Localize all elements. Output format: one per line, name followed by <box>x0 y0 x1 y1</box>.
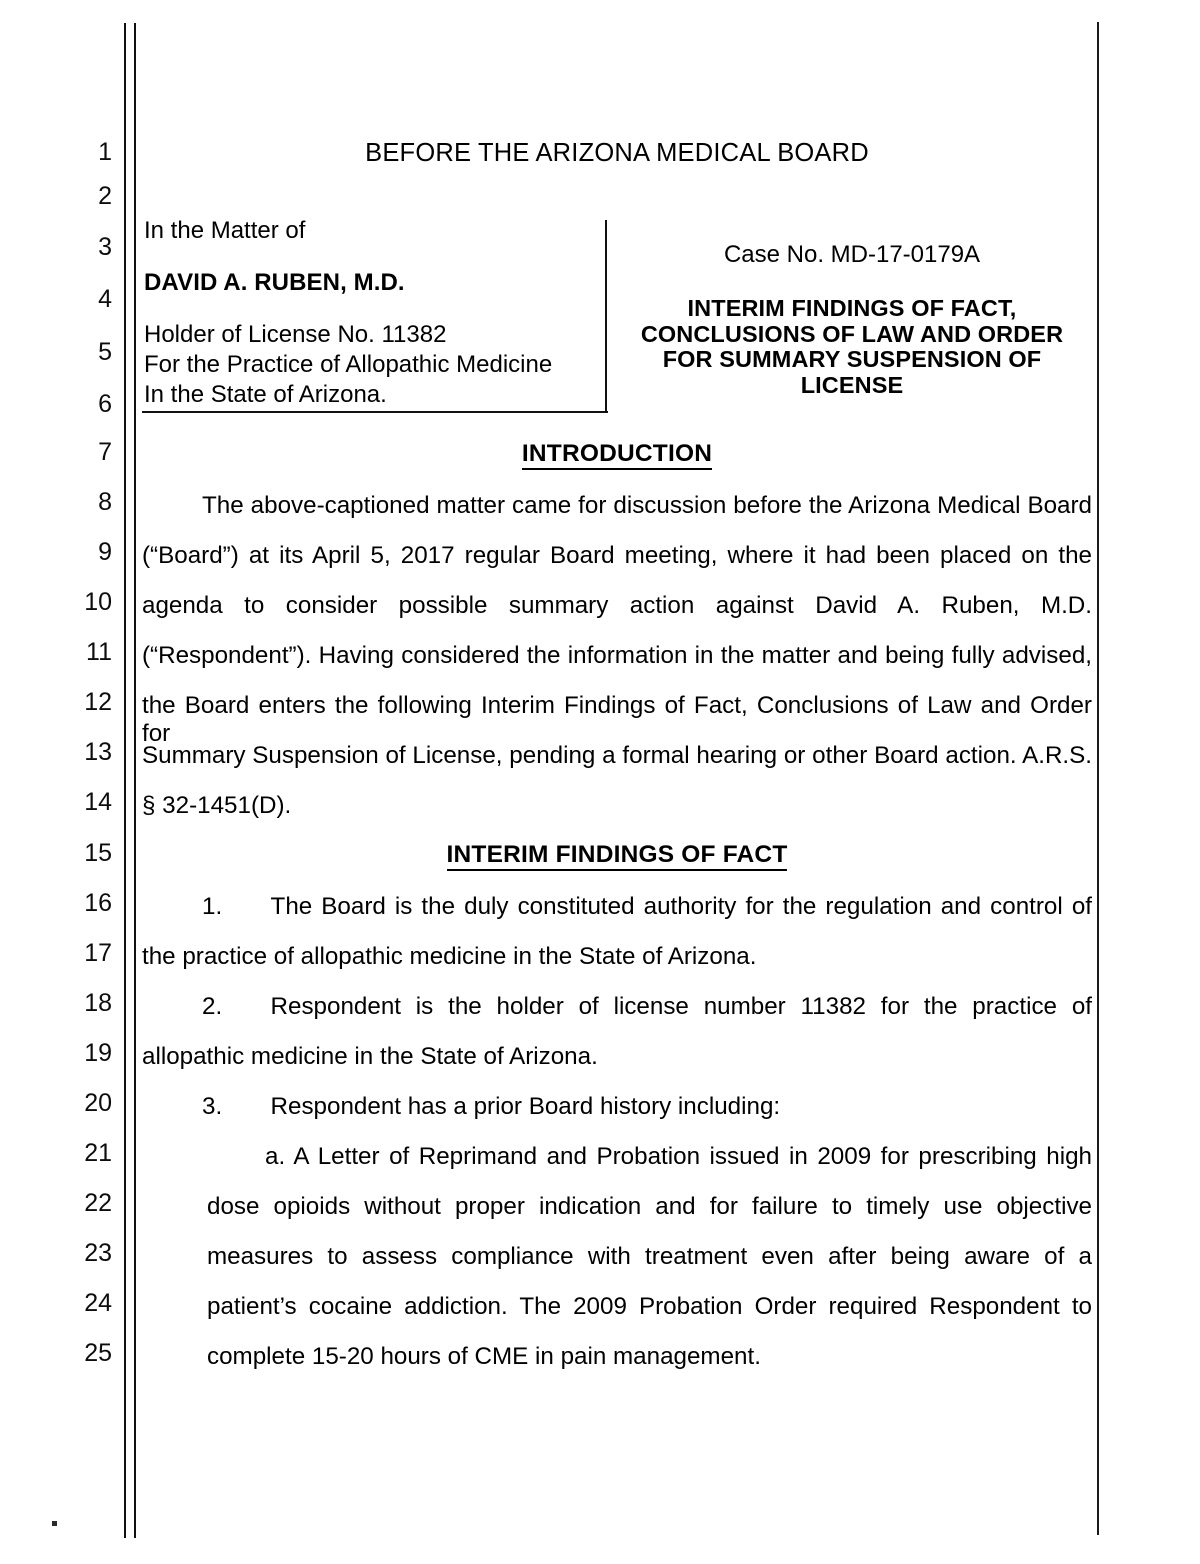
line-number: 4 <box>98 285 112 313</box>
paragraph-line: Summary Suspension of License, pending a formal hearing or other Board action. A.R.S. <box>142 742 1092 769</box>
subfinding-line: measures to assess compliance with treatment even after being aware of a <box>207 1243 1092 1270</box>
heading-interim-findings-of-fact <box>142 841 1092 869</box>
line-number: 2 <box>98 182 112 210</box>
line-number: 6 <box>98 390 112 418</box>
line-number: 11 <box>86 638 112 666</box>
caption-order-title-line: FOR SUMMARY SUSPENSION OF <box>662 346 1042 372</box>
finding-line: the practice of allopathic medicine in the State of Arizona. <box>142 943 757 970</box>
line-number-column <box>0 0 112 1564</box>
line-number: 8 <box>98 488 112 516</box>
line-number: 24 <box>84 1289 112 1317</box>
caption-order-title-line: INTERIM FINDINGS OF FACT, <box>687 295 1017 321</box>
line-number: 18 <box>84 989 112 1017</box>
line-number: 15 <box>84 839 112 867</box>
subfinding-line: a. A Letter of Reprimand and Probation issued in 2009 for prescribing high <box>265 1143 1092 1170</box>
caption-party-block <box>144 216 599 410</box>
caption-case-block <box>612 240 1092 398</box>
line-number: 12 <box>84 688 112 716</box>
left-margin-rule-outer <box>124 23 126 1538</box>
caption-state-line: In the State of Arizona. <box>144 381 387 408</box>
line-number: 5 <box>98 338 112 366</box>
paragraph-line: (“Respondent”). Having considered the information in the matter and being fully advised, <box>142 642 1092 669</box>
line-number: 13 <box>84 738 112 766</box>
line-number: 22 <box>84 1189 112 1217</box>
caption-spacer <box>144 246 599 268</box>
line-number: 23 <box>84 1239 112 1267</box>
court-header: BEFORE THE ARIZONA MEDICAL BOARD <box>365 139 869 167</box>
finding-line: 1. The Board is the duly constituted authority for the regulation and control of <box>202 893 1092 920</box>
subfinding-line: complete 15-20 hours of CME in pain management. <box>207 1343 761 1370</box>
line-number: 19 <box>84 1039 112 1067</box>
line-number: 17 <box>84 939 112 967</box>
paragraph-line: § 32-1451(D). <box>142 792 292 819</box>
line-number: 20 <box>84 1089 112 1117</box>
caption-order-title-line: CONCLUSIONS OF LAW AND ORDER <box>640 320 1064 347</box>
paragraph-line: the Board enters the following Interim Findings of Fact, Conclusions of Law and Order for <box>142 692 1092 747</box>
line-number: 14 <box>84 788 112 816</box>
line-number: 16 <box>84 889 112 917</box>
line-number: 3 <box>98 233 112 261</box>
heading-interim-findings-text: INTERIM FINDINGS OF FACT <box>447 841 788 871</box>
heading-introduction <box>142 440 1092 468</box>
heading-introduction-text: INTRODUCTION <box>522 440 712 470</box>
line-number: 10 <box>84 588 112 616</box>
caption-horizontal-rule <box>142 411 608 413</box>
caption-license-line: Holder of License No. 11382 <box>144 321 447 348</box>
paragraph-line: agenda to consider possible summary action against David A. Ruben, M.D. <box>142 592 1092 619</box>
caption-practice-line: For the Practice of Allopathic Medicine <box>144 351 553 378</box>
line-number: 21 <box>84 1139 112 1167</box>
document-body <box>142 0 1092 1564</box>
caption-in-the-matter-of: In the Matter of <box>144 217 306 244</box>
finding-line: 2. Respondent is the holder of license number 11382 for the practice of <box>202 993 1092 1020</box>
caption-order-title <box>612 296 1092 398</box>
line-number: 7 <box>98 438 112 466</box>
finding-line: allopathic medicine in the State of Arizona. <box>142 1043 598 1070</box>
paragraph-line: (“Board”) at its April 5, 2017 regular Board meeting, where it had been placed on the <box>142 542 1092 569</box>
caption-spacer <box>144 298 599 320</box>
right-margin-rule <box>1097 22 1099 1535</box>
subfinding-line: patient’s cocaine addiction. The 2009 Probation Order required Respondent to <box>207 1293 1092 1320</box>
caption-respondent-name: DAVID A. RUBEN, M.D. <box>144 269 405 296</box>
caption-vertical-divider <box>605 220 607 413</box>
line-number: 1 <box>98 138 112 166</box>
left-margin-rule-inner <box>134 23 136 1538</box>
paragraph-line: The above-captioned matter came for discussion before the Arizona Medical Board <box>202 492 1092 519</box>
line-number: 9 <box>98 538 112 566</box>
finding-line: 3. Respondent has a prior Board history including: <box>202 1093 781 1120</box>
line-number: 25 <box>84 1339 112 1367</box>
case-number: Case No. MD-17-0179A <box>723 241 981 268</box>
caption-order-title-line: LICENSE <box>800 371 904 398</box>
subfinding-line: dose opioids without proper indication and for failure to timely use objective <box>207 1193 1092 1220</box>
